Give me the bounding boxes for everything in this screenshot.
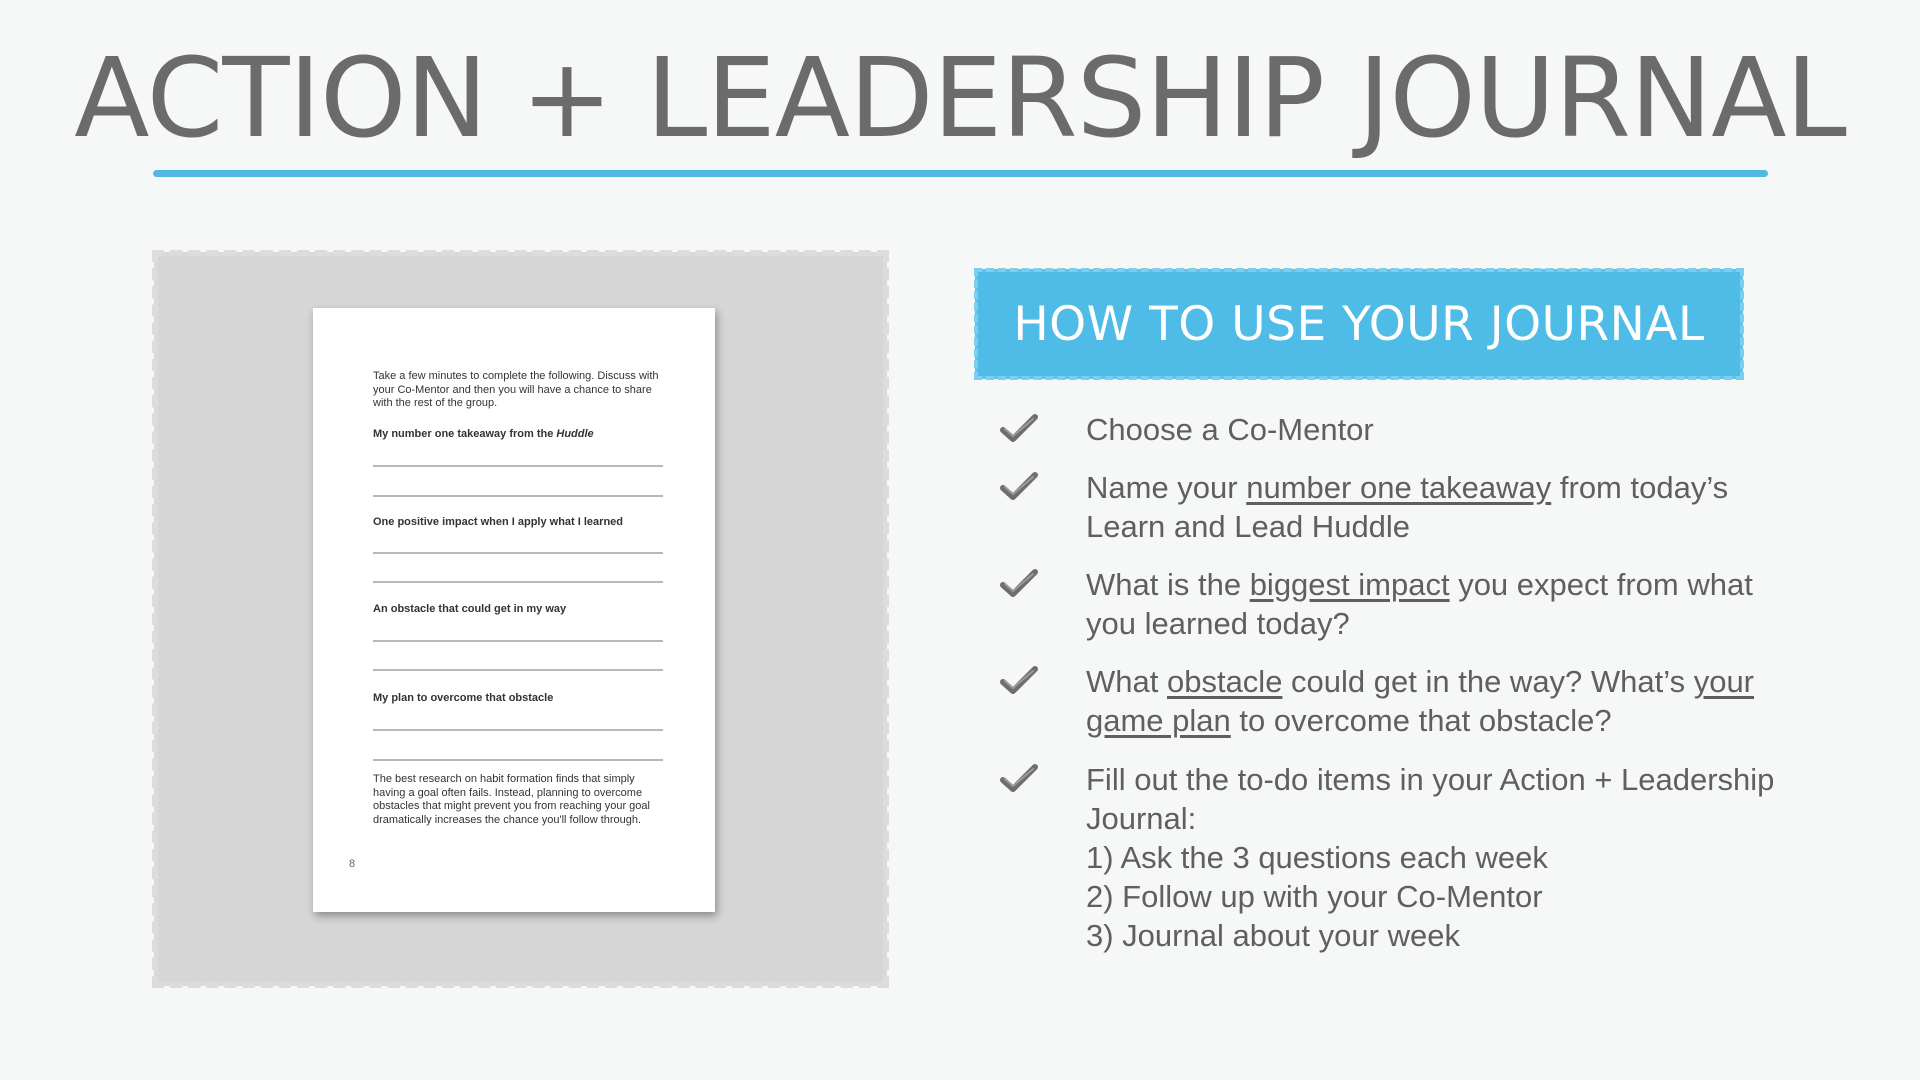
journal-footer-text: The best research on habit formation finds that simply having a goal often fails. Instead, planning to overcome obstacles that might prevent you from reaching your goal dramatically increases the chance you'll follow through. [373,773,650,826]
step-text: What obstacle could get in the way? What’s your game plan to overcome that obstacle? [1086,664,1755,738]
journal-prompt-plan: My plan to overcome that obstacle [373,692,554,704]
journal-page-number: 8 [349,858,356,870]
banner-heading: HOW TO USE YOUR JOURNAL [1013,296,1705,352]
journal-answer-line [373,729,663,731]
journal-prompt-takeaway: My number one takeaway from the Huddle [373,428,594,440]
how-to-banner [978,272,1740,376]
journal-answer-line [373,465,663,467]
journal-prompt-obstacle: An obstacle that could get in my way [373,603,567,615]
journal-answer-line [373,640,663,642]
title-underline [153,170,1768,177]
checkmark-icon [1000,666,1038,696]
checkmark-icon [1000,569,1038,599]
todo-item: 1) Ask the 3 questions each week [1086,840,1548,875]
journal-answer-line [373,669,663,671]
checkmark-icon [1000,472,1038,502]
page-title: ACTION + LEADERSHIP JOURNAL [74,34,1846,162]
journal-answer-line [373,581,663,583]
step-text: What is the biggest impact you expect from what you learned today? [1086,567,1753,641]
step-text: Name your number one takeaway from today’s Learn and Lead Huddle [1086,470,1729,544]
step-text [1086,760,1806,955]
step-line: Fill out the to-do items in your Action + Leadership Journal: [1086,762,1775,836]
journal-prompt-impact: One positive impact when I apply what I learned [373,516,624,528]
todo-item: 2) Follow up with your Co-Mentor [1086,879,1543,914]
todo-item: 3) Journal about your week [1086,918,1460,953]
journal-page-preview [313,308,715,912]
checkmark-icon [1000,764,1038,794]
journal-answer-line [373,552,663,554]
checkmark-icon [1000,414,1038,444]
journal-intro-text: Take a few minutes to complete the following. Discuss with your Co-Mentor and then you will have a chance to share with the rest of the group. [373,370,659,409]
step-text: Choose a Co-Mentor [1086,412,1374,447]
journal-answer-line [373,495,663,497]
journal-answer-line [373,759,663,761]
